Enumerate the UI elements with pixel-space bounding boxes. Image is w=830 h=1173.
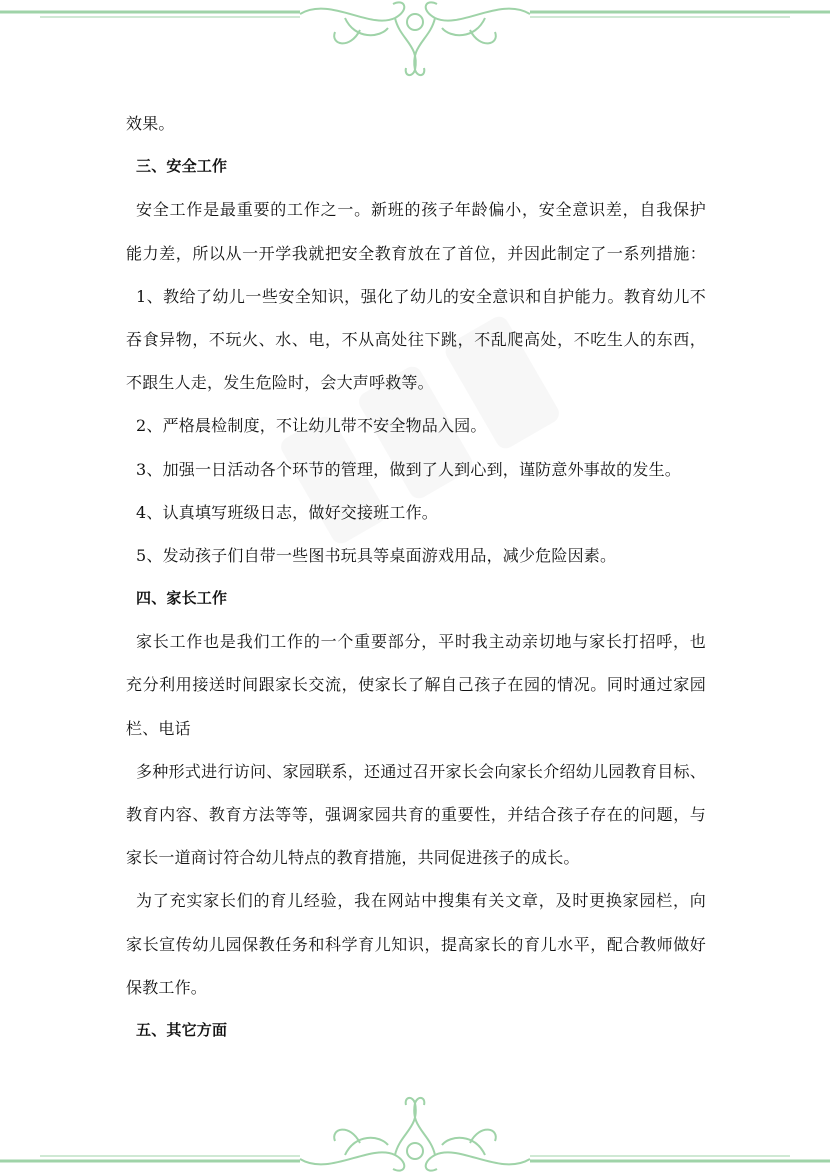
paragraph-line: 5、发动孩子们自带一些图书玩具等桌面游戏用品，减少危险因素。 (136, 545, 617, 565)
section-heading: 三、安全工作 (136, 157, 228, 176)
paragraph-line: 教育内容、教育方法等等，强调家园共育的重要性，并结合孩子存在的问题，与 (126, 805, 706, 824)
paragraph-line: 效果。 (126, 114, 175, 133)
paragraph-line: 多种形式进行访问、家园联系，还通过召开家长会向家长介绍幼儿园教育目标、 (136, 761, 706, 781)
paragraph-line: 为了充实家长们的育儿经验，我在网站中搜集有关文章，及时更换家园栏，向 (136, 891, 706, 911)
paragraph-line: 2、严格晨检制度，不让幼儿带不安全物品入园。 (136, 416, 487, 436)
section-heading: 四、家长工作 (136, 589, 228, 608)
paragraph-line: 吞食异物，不玩火、水、电，不从高处往下跳，不乱爬高处，不吃生人的东西， (126, 329, 706, 349)
paragraph-line: 保教工作。 (126, 977, 208, 997)
paragraph-line: 安全工作是最重要的工作之一。新班的孩子年龄偏小，安全意识差，自我保护 (136, 200, 706, 220)
paragraph-line: 充分利用接送时间跟家长交流，使家长了解自己孩子在园的情况。同时通过家园 (126, 675, 706, 695)
paragraph-line: 栏、电话 (126, 718, 191, 738)
section-heading: 五、其它方面 (136, 1020, 228, 1039)
paragraph-line: 3、加强一日活动各个环节的管理，做到了人到心到，谨防意外事故的发生。 (136, 459, 681, 479)
paragraph-line: 1、教给了幼儿一些安全知识，强化了幼儿的安全意识和自护能力。教育幼儿不 (136, 286, 706, 306)
bottom-ornament-border (0, 1093, 830, 1173)
paragraph-line: 能力差，所以从一开学我就把安全教育放在了首位，并因此制定了一系列措施： (126, 243, 706, 263)
paragraph-line: 4、认真填写班级日志，做好交接班工作。 (136, 502, 438, 522)
paragraph-line: 不跟生人走，发生危险时，会大声呼救等。 (126, 373, 434, 393)
top-ornament-border (0, 0, 830, 80)
paragraph-line: 家长一道商讨符合幼儿特点的教育措施，共同促进孩子的成长。 (126, 848, 580, 868)
document-body (126, 102, 706, 1052)
paragraph-line: 家长工作也是我们工作的一个重要部分，平时我主动亲切地与家长打招呼，也 (136, 632, 706, 652)
paragraph-line: 家长宣传幼儿园保教任务和科学育儿知识，提高家长的育儿水平，配合教师做好 (126, 934, 706, 954)
